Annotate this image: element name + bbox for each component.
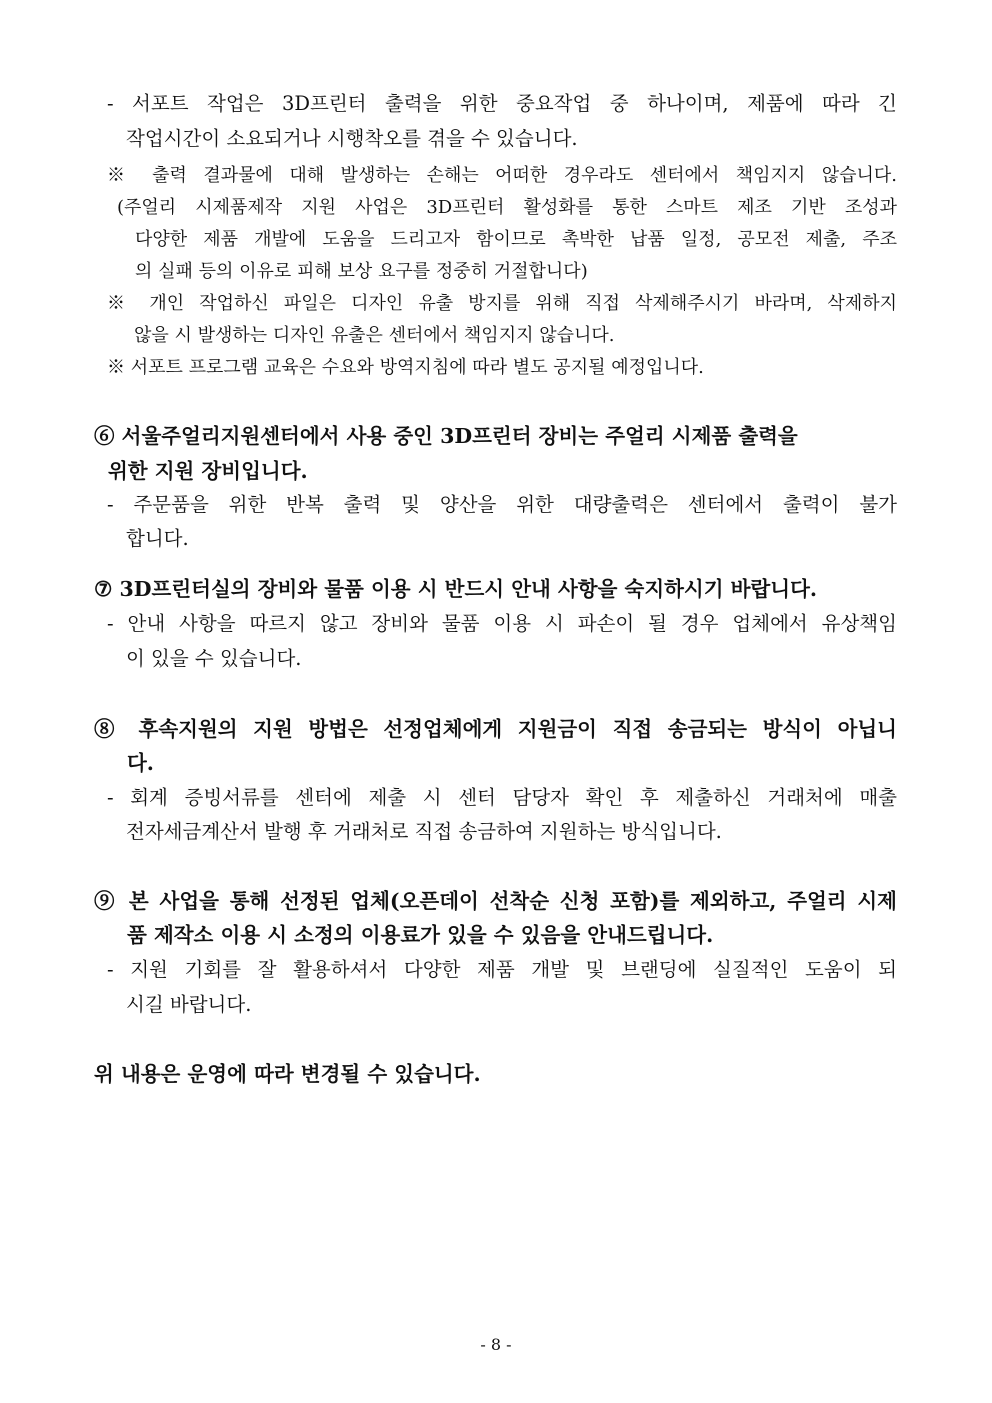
note-item: ※ 서포트 프로그램 교육은 수요와 방역지침에 따라 별도 공지될 예정입니다.	[107, 357, 704, 378]
dash-item-continuation: 시길 바랍니다.	[126, 993, 252, 1016]
section-8-heading: ⑧ 후속지원의 지원 방법은 선정업체에게 지원금이 직접 송금되는 방식이 아닙니	[94, 717, 897, 741]
paren-note-continuation: 의 실패 등의 이유로 피해 보상 요구를 정중히 거절합니다)	[135, 261, 588, 282]
section-7-heading: ⑦ 3D프린터실의 장비와 물품 이용 시 반드시 안내 사항을 숙지하시기 바랍니다.	[94, 577, 818, 601]
section-9-heading-continuation: 품 제작소 이용 시 소정의 이용료가 있을 수 있음을 안내드립니다.	[127, 923, 714, 947]
dash-item: - 서포트 작업은 3D프린터 출력을 위한 중요작업 중 하나이며, 제품에 따라 긴	[107, 92, 897, 115]
note-item-continuation: 않을 시 발생하는 디자인 유출은 센터에서 책임지지 않습니다.	[134, 325, 615, 346]
dash-item: - 회계 증빙서류를 센터에 제출 시 센터 담당자 확인 후 제출하신 거래처에 매출	[107, 786, 897, 809]
section-8-heading-continuation: 다.	[127, 751, 154, 775]
section-6-heading-continuation: 위한 지원 장비입니다.	[108, 459, 308, 483]
dash-item-continuation: 전자세금계산서 발행 후 거래처로 직접 송금하여 지원하는 방식입니다.	[126, 820, 722, 843]
paren-note: (주얼리 시제품제작 지원 사업은 3D프린터 활성화를 통한 스마트 제조 기반 조성과	[117, 197, 897, 218]
section-6-heading: ⑥ 서울주얼리지원센터에서 사용 중인 3D프린터 장비는 주얼리 시제품 출력을	[94, 424, 798, 448]
paren-note-continuation: 다양한 제품 개발에 도움을 드리고자 함이므로 촉박한 납품 일정, 공모전 제출, 주조	[135, 229, 897, 250]
page-number: - 8 -	[480, 1335, 512, 1354]
note-item: ※ 개인 작업하신 파일은 디자인 유출 방지를 위해 직접 삭제해주시기 바라며, 삭제하지	[107, 293, 897, 314]
closing-statement: 위 내용은 운영에 따라 변경될 수 있습니다.	[94, 1062, 481, 1086]
section-9-heading: ⑨ 본 사업을 통해 선정된 업체(오픈데이 선착순 신청 포함)를 제외하고, 주얼리 시제	[94, 889, 897, 913]
dash-item: - 주문품을 위한 반복 출력 및 양산을 위한 대량출력은 센터에서 출력이 불가	[107, 493, 897, 516]
dash-item: - 안내 사항을 따르지 않고 장비와 물품 이용 시 파손이 될 경우 업체에서 유상책임	[107, 612, 897, 635]
note-item: ※ 출력 결과물에 대해 발생하는 손해는 어떠한 경우라도 센터에서 책임지지 않습니다.	[107, 165, 897, 186]
dash-item-continuation: 합니다.	[126, 527, 189, 550]
dash-item-continuation: 작업시간이 소요되거나 시행착오를 겪을 수 있습니다.	[126, 127, 578, 150]
dash-item-continuation: 이 있을 수 있습니다.	[126, 647, 302, 670]
dash-item: - 지원 기회를 잘 활용하셔서 다양한 제품 개발 및 브랜딩에 실질적인 도움이 되	[107, 958, 897, 981]
